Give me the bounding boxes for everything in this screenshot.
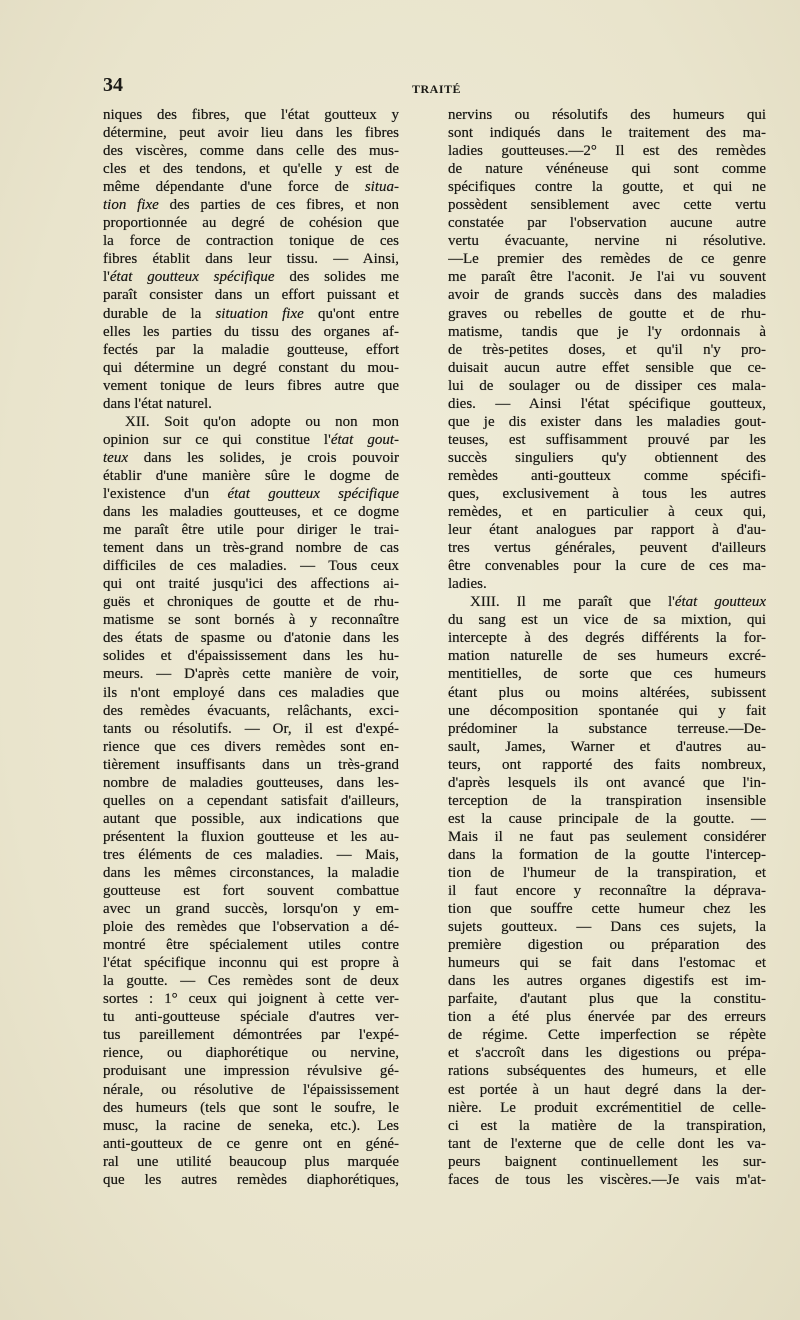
text-span: même dépendante d'une force de [103,179,365,196]
text-line: de très-petites doses, et qu'il n'y pro- [448,341,766,358]
text-line: qui détermine un degré constant du mou- [103,359,399,376]
text-line: ci est la matière de la transpiration, [448,1117,766,1134]
text-line: ils n'ont employé dans ces maladies que [103,684,399,701]
text-line: tres vertus générales, peuvent d'ailleurs [448,540,766,557]
text-line: dans les maladies goutteuses, et ce dogme [103,504,399,521]
text-line: fectés par la maladie goutteuse, effort [103,341,399,358]
text-line: niques des fibres, que l'état goutteux y [103,107,399,123]
text-line: goutteuse est fort souvent combattue [103,883,399,900]
text-line [103,178,399,196]
text-line: vement tonique de leurs fibres autre que [103,377,399,394]
text-line: ladies goutteuses.—2° Il est des remèdes [448,143,766,160]
text-line: difficiles de ces maladies. — Tous ceux [103,558,399,575]
text-line: avec un grand succès, lorsqu'on y em- [103,901,399,918]
text-line: des états de spasme ou d'atonie dans les [103,630,399,647]
text-line: humeurs qui se fait dans l'estomac et [448,955,766,972]
text-line: quelles on a cependant satisfait d'ailleurs, [103,792,399,809]
text-line: ploie des remèdes que l'observation a dé- [103,919,399,936]
text-span: durable de la [103,305,216,322]
text-line: dans les mêmes circonstances, la maladie [103,864,399,881]
text-span: l' [103,269,110,286]
text-span: opinion sur ce qui constitue l' [103,431,331,448]
text-line: du sang est un vice de sa mixtion, qui [448,612,766,629]
text-line: prédominer la substance terreuse.—De- [448,720,766,737]
text-line: rations subséquentes des humeurs, et elle [448,1063,766,1080]
text-line: sujets goutteux. — Dans ces sujets, la [448,919,766,936]
italic-text: situa- [364,179,399,196]
text-line: une décomposition spontanée qui y fait [448,702,766,719]
text-line: étant plus ou moins altérées, subissent [448,684,766,701]
text-line: ques, exclusivement à tous les autres [448,485,766,502]
text-line: lui de soulager ou de dissiper ces mala- [448,377,766,394]
text-line [448,593,766,611]
text-line: de nature vénéneuse qui sont comme [448,161,766,178]
text-line: faces de tous les viscères.—Je vais m'at- [448,1171,766,1188]
text-line: des humeurs (tels que sont le soufre, le [103,1099,399,1116]
text-line: ral une utilité beaucoup plus marquée [103,1153,399,1170]
text-line [103,305,399,323]
text-line: première digestion ou préparation des [448,937,766,954]
text-line: détermine, peut avoir lieu dans les fibres [103,125,399,142]
text-line: autant que possible, aux indications que [103,810,399,827]
text-line: mentitielles, de sorte que ces humeurs [448,666,766,683]
text-line: sont indiqués dans le traitement des ma- [448,125,766,142]
text-line: graves ou rebelles de goutte et de rhu- [448,305,766,322]
italic-text: tion fixe [103,197,159,214]
text-line: et s'accroît dans les digestions ou prépa- [448,1045,766,1062]
italic-text: état goutteux spécifique [109,269,275,286]
text-line: fibres établit dans leur tissu. — Ainsi, [103,251,399,268]
text-line: terception de la transpiration insensible [448,792,766,809]
text-line: proportionnée au degré de cohésion que [103,215,399,232]
text-line: tement dans un très-grand nombre de cas [103,540,399,557]
text-line: remèdes anti-goutteux comme spécifi- [448,467,766,484]
text-line: elles les parties du tissu des organes af- [103,323,399,340]
text-line: être convenables pour la cure de ces ma- [448,558,766,575]
text-line: vertu évacuante, nervine ni résolutive. [448,233,766,250]
text-line: des viscères, comme dans celle des mus- [103,143,399,160]
text-line: duisait aucun autre effet sensible que ce- [448,359,766,376]
italic-text: situation fixe [215,305,304,322]
text-line: matisme se sont bornés à y reconnaître [103,612,399,629]
text-line: meurs. — D'après cette manière de voir, [103,666,399,683]
text-line: tu anti-goutteuse spéciale d'autres ver- [103,1009,399,1026]
text-line: l'état spécifique inconnu qui est propre à [103,955,399,972]
text-line: présentent la fluxion goutteuse et les au- [103,828,399,845]
text-line: anti-goutteux de ce genre ont en géné- [103,1135,399,1152]
italic-text: état goutteux [674,594,766,611]
text-line: Mais il ne faut pas seulement considérer [448,828,766,845]
text-line: musc, la racine de seneka, etc.). Les [103,1117,399,1134]
text-line: avoir de grands succès dans des maladies [448,287,766,304]
left-text-column [103,106,399,1189]
text-line: d'après lesquels ils ont avancé que l'in- [448,774,766,791]
text-line: dans les autres organes digestifs est im- [448,973,766,990]
text-line: que les autres remèdes diaphorétiques, [103,1171,399,1188]
running-title: TRAITÉ [412,82,462,96]
text-line: remèdes, et en particulier à ceux qui, [448,504,766,521]
text-line: teurs, ont rapporté des faits nombreux, [448,756,766,773]
text-line: possèdent sensiblement avec cette vertu [448,197,766,214]
text-line: produisant une impression révulsive gé- [103,1063,399,1080]
text-line: tièrement insuffisants dans un très-grand [103,756,399,773]
text-span: l'existence d'un [103,485,228,502]
text-span: qu'ont entre [303,305,399,322]
text-line: tion que souffre cette humeur chez les [448,901,766,918]
text-line: dans la formation de la goutte l'intercep- [448,846,766,863]
text-line: rience, ou diaphorétique ou nervine, [103,1045,399,1062]
text-span: XIII. Il me paraît que l' [470,594,675,611]
text-line: dies. — Ainsi l'état spécifique goutteux, [448,395,766,412]
text-span: dans les solides, je crois pouvoir [127,449,399,466]
text-line: dans l'état naturel. [103,395,212,412]
text-line: leur étant analogues par rapport à d'au- [448,522,766,539]
text-line: teuses, est suffisamment prouvé par les [448,431,766,448]
text-line: spécifiques contre la goutte, et qui ne [448,179,766,196]
text-line: tion de l'humeur de la transpiration, et [448,864,766,881]
text-line: mation naturelle de ses humeurs excré- [448,648,766,665]
text-line: qui ont traité jusqu'ici des affections ai- [103,576,399,593]
text-line: peurs baignent continuellement les sur- [448,1153,766,1170]
text-line: montré être spécialement utiles contre [103,937,399,954]
text-line: tres éléments de ces maladies. — Mais, [103,846,399,863]
text-line: me paraît être utile pour diriger le trai- [103,522,399,539]
text-line: XII. Soit qu'on adopte ou non mon [125,413,399,430]
text-line: tant de l'externe que de celle dont les va- [448,1135,766,1152]
italic-text: état goutteux spécifique [227,485,399,502]
text-line: tants ou résolutifs. — Or, il est d'expé- [103,720,399,737]
text-line: la force de contraction tonique de ces [103,233,399,250]
text-line: nervins ou résolutifs des humeurs qui [448,107,766,123]
text-line [103,449,399,467]
italic-text: teux [103,449,128,466]
text-line: établir d'une manière sûre le dogme de [103,467,399,484]
text-line: tion a été plus énervée par des erreurs [448,1009,766,1026]
text-line [103,196,399,214]
text-line: constatée par l'observation aucune autre [448,215,766,232]
text-line: guës et chroniques de goutte et de rhu- [103,594,399,611]
text-line: la goutte. — Ces remèdes sont de deux [103,973,399,990]
text-line [103,485,399,503]
page-number: 34 [103,74,123,96]
text-line: intercepte à des degrés différents la for- [448,630,766,647]
text-line: nérale, ou résolutive de l'épaississement [103,1081,399,1098]
text-line: tus pareillement démontrées par l'expé- [103,1027,399,1044]
italic-text: état gout- [330,431,399,448]
text-line: ladies. [448,576,487,593]
text-line: est la cause principale de la goutte. — [448,810,766,827]
text-line: nombre de maladies goutteuses, dans les- [103,774,399,791]
text-line: cles et des tendons, et qu'elle y est de [103,161,399,178]
text-line: est portée à un haut degré dans la der- [448,1081,766,1098]
text-span: des parties de ces fibres, et non [158,197,399,214]
text-line: que je dis exister dans les maladies gout- [448,413,766,430]
text-line: de régime. Cette imperfection se répète [448,1027,766,1044]
text-line: solides et d'épaississement dans les hu- [103,648,399,665]
text-line: sortes : 1° ceux qui joignent à cette ver- [103,991,399,1008]
text-line: me paraît être l'aconit. Je l'ai vu souvent [448,269,766,286]
text-line: rience que ces divers remèdes sont en- [103,738,399,755]
text-line [103,268,399,286]
text-line: —Le premier des remèdes de ce genre [448,251,766,268]
text-line: il faut encore y reconnaître la déprava- [448,883,766,900]
text-line: sault, James, Warner et d'autres au- [448,738,766,755]
text-line: nière. Le produit excrémentitiel de celle- [448,1099,766,1116]
text-span: des solides me [274,269,399,286]
text-line: paraît consister dans un effort puissant et [103,287,399,304]
text-line: succès singuliers qu'y obtiennent des [448,449,766,466]
text-line: des remèdes évacuants, relâchants, exci- [103,702,399,719]
text-line: matisme, tandis que je l'y ordonnais à [448,323,766,340]
text-line: parfaite, d'autant plus que la constitu- [448,991,766,1008]
text-line [103,431,399,449]
right-text-column [448,106,766,1189]
